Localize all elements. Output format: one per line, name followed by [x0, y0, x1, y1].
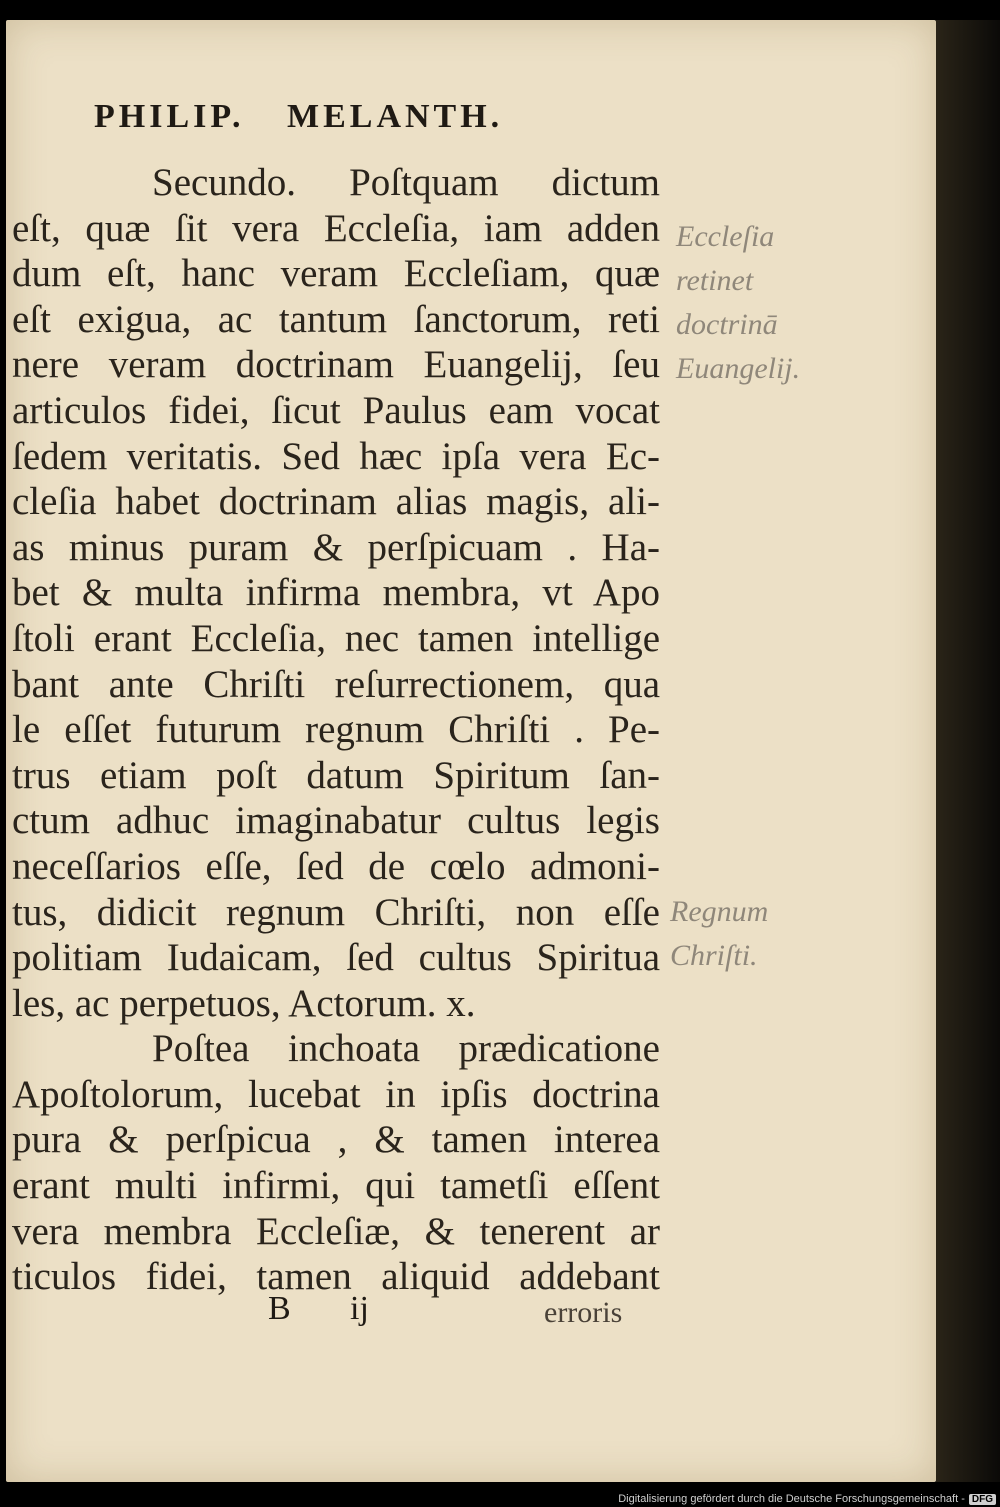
text-line: bant ante Chriſti reſurrectionem, qua — [12, 662, 660, 706]
marginal-note-line: Eccleſia — [676, 220, 775, 253]
text-line: ticulos fidei, tamen aliquid addebant — [12, 1255, 660, 1299]
marginal-note-line: retinet — [676, 264, 754, 297]
text-line: bet & multa infirma membra, vt Apo — [12, 571, 660, 615]
text-line: dum eſt, hanc veram Eccleſiam, quæ — [12, 252, 660, 296]
marginal-note-line: doctrinā — [676, 308, 778, 341]
digitization-credit — [618, 1493, 996, 1505]
running-title: PHILIP. MELANTH. — [94, 98, 504, 135]
text-line: neceſſarios eſſe, ſed de cœlo admoni- — [12, 844, 660, 888]
text-line: les, ac perpetuos, Actorum. x. — [12, 981, 476, 1025]
text-line: erant multi infirmi, qui tametſi eſſent — [12, 1164, 660, 1208]
book-page — [6, 20, 936, 1482]
text-line: vera membra Eccleſiæ, & tenerent ar — [12, 1209, 660, 1253]
text-line: ſtoli erant Eccleſia, nec tamen intellige — [12, 616, 660, 660]
signature-letter: B — [268, 1290, 291, 1327]
text-line: le eſſet futurum regnum Chriſti . Pe- — [12, 708, 660, 752]
marginal-note — [676, 215, 800, 391]
text-line: Apoſtolorum, lucebat in ipſis doctrina — [12, 1072, 660, 1116]
marginal-note-line: Regnum — [670, 895, 769, 928]
dfg-logo-icon: DFG — [969, 1494, 996, 1505]
text-line: tus, didicit regnum Chriſti, non eſſe — [12, 890, 660, 934]
text-line: articulos fidei, ſicut Paulus eam vocat — [12, 388, 660, 432]
signature-number: ij — [350, 1290, 369, 1327]
text-line: Secundo. Poſtquam dictum — [152, 161, 660, 204]
text-line: eſt exigua, ac tantum ſanctorum, reti — [12, 297, 660, 341]
marginal-note-line: Chriſti. — [670, 939, 758, 972]
text-line: Poſtea inchoata prædicatione — [152, 1027, 660, 1071]
catchword: erroris — [544, 1296, 623, 1329]
text-line: pura & perſpicua , & tamen interea — [12, 1118, 660, 1162]
text-line: eſt, quæ ſit vera Eccleſia, iam adden — [12, 206, 660, 250]
text-line: as minus puram & perſpicuam . Ha- — [12, 525, 660, 569]
text-line: nere veram doctrinam Euangelij, ſeu — [12, 343, 660, 387]
text-line: cleſia habet doctrinam alias magis, ali- — [12, 480, 660, 524]
body-text — [12, 160, 660, 1300]
marginal-note — [670, 890, 768, 978]
text-line: ſedem veritatis. Sed hæc ipſa vera Ec- — [12, 434, 660, 478]
page-edge-shadow — [936, 20, 1000, 1482]
page-footer — [6, 1290, 936, 1340]
text-line: trus etiam poſt datum Spiritum ſan- — [12, 753, 660, 797]
marginal-note-line: Euangelij. — [676, 352, 801, 385]
text-line: ctum adhuc imaginabatur cultus legis — [12, 799, 660, 843]
text-line: politiam Iudaicam, ſed cultus Spiritua — [12, 936, 660, 980]
credit-text: Digitalisierung gefördert durch die Deutsche Forschungsgemeinschaft - — [618, 1493, 965, 1505]
